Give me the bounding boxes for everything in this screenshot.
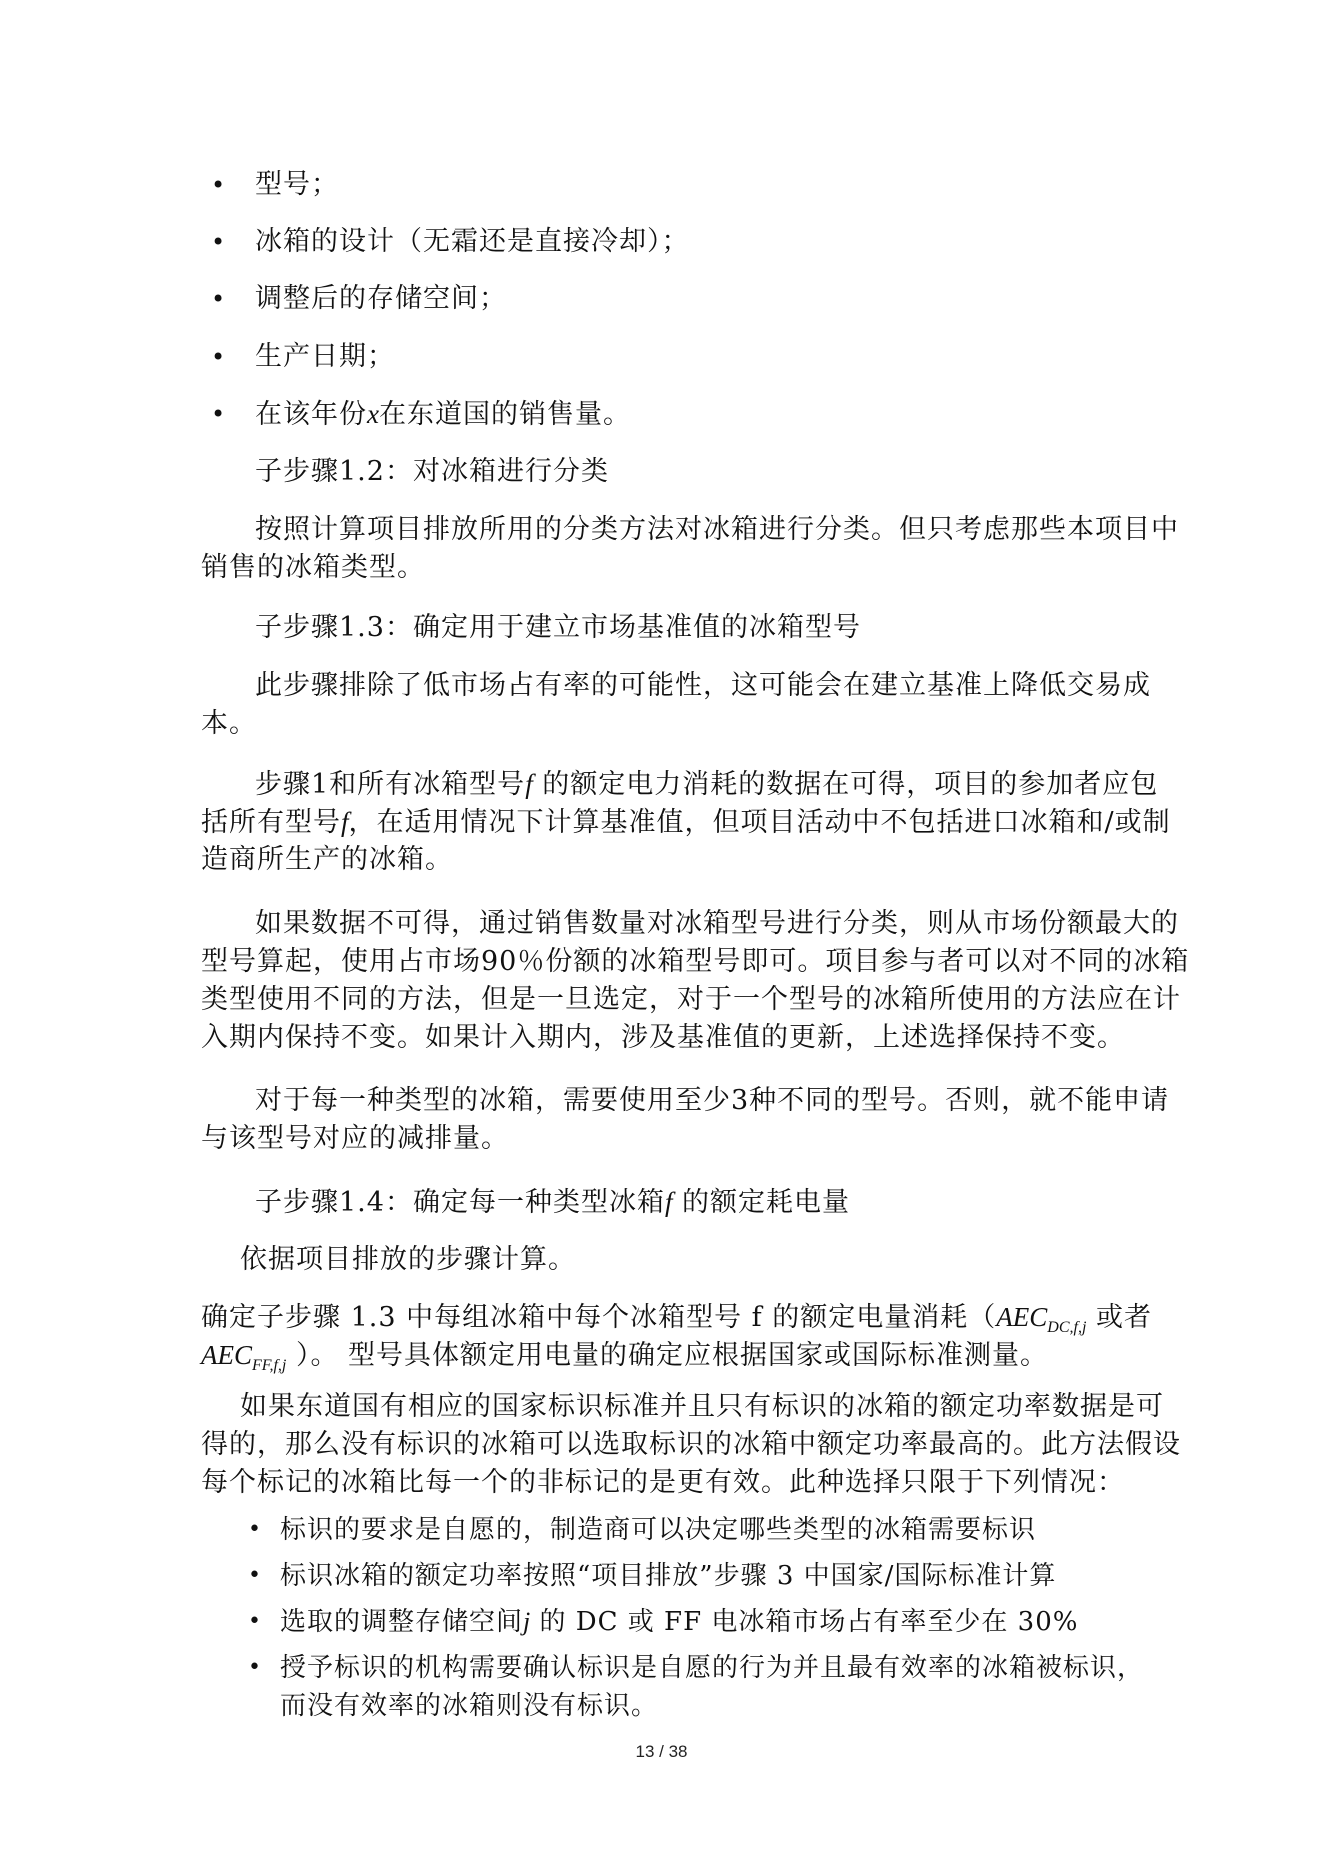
condition-item: • 授予标识的机构需要确认标识是自愿的行为并且最有效率的冰箱被标识， [280, 1649, 1144, 1687]
condition-item: • 标识冰箱的额定功率按照“项目排放”步骤 3 中国家/国际标准计算 [280, 1557, 1056, 1595]
paragraph-line: 如果东道国有相应的国家标识标准并且只有标识的冰箱的额定功率数据是可 [240, 1391, 1164, 1422]
condition-item: • 选取的调整存储空间j 的 DC 或 FF 电冰箱市场占有率至少在 30% [280, 1603, 1078, 1641]
paragraph-line: 括所有型号f，在适用情况下计算基准值，但项目活动中不包括进口冰箱和/或制 [201, 807, 1171, 838]
paragraph-line: 对于每一种类型的冰箱，需要使用至少3种不同的型号。否则，就不能申请 [255, 1085, 1170, 1116]
paragraph-line: 如果数据不可得，通过销售数量对冰箱型号进行分类，则从市场份额最大的 [255, 908, 1179, 939]
condition-item-continuation: 而没有效率的冰箱则没有标识。 [280, 1691, 659, 1721]
paragraph-line: $AEC_{FF,f,j}$ ）。 型号具体额定用电量的确定应根据国家或国际标准测量。 [201, 1340, 1049, 1374]
condition-item: • 标识的要求是自愿的，制造商可以决定哪些类型的冰箱需要标识 [280, 1511, 1036, 1549]
paragraph-line: 按照计算项目排放所用的分类方法对冰箱进行分类。但只考虑那些本项目中 [255, 514, 1179, 545]
paragraph-line: 与该型号对应的减排量。 [201, 1123, 509, 1154]
substep-heading: 子步骤1.3：确定用于建立市场基准值的冰箱型号 [255, 612, 861, 643]
paragraph-line: 步骤1和所有冰箱型号f 的额定电力消耗的数据在可得，项目的参加者应包 [255, 769, 1159, 800]
paragraph-line: 每个标记的冰箱比每一个的非标记的是更有效。此种选择只限于下列情况： [201, 1467, 1125, 1498]
bullet-item: • 调整后的存储空间； [255, 280, 507, 318]
paragraph-line: 造商所生产的冰箱。 [201, 844, 453, 875]
paragraph-line: 得的，那么没有标识的冰箱可以选取标识的冰箱中额定功率最高的。此方法假设 [201, 1429, 1181, 1460]
bullet-item: • 型号； [255, 166, 339, 204]
substep-heading: 子步骤1.4：确定每一种类型冰箱f 的额定耗电量 [255, 1187, 851, 1218]
paragraph-line: 销售的冰箱类型。 [201, 552, 425, 583]
page-number: 13 / 38 [635, 1742, 688, 1761]
paragraph-line: 依据项目排放的步骤计算。 [240, 1244, 576, 1275]
paragraph-line: 入期内保持不变。如果计入期内，涉及基准值的更新，上述选择保持不变。 [201, 1022, 1125, 1053]
bullet-item: • 在该年份x在东道国的销售量。 [255, 395, 631, 434]
bullet-item: • 冰箱的设计（无霜还是直接冷却）； [255, 223, 690, 261]
paragraph-line: 类型使用不同的方法，但是一旦选定，对于一个型号的冰箱所使用的方法应在计 [201, 984, 1181, 1015]
bullet-item: • 生产日期； [255, 338, 395, 376]
paragraph-line: 此步骤排除了低市场占有率的可能性，这可能会在建立基准上降低交易成 [255, 670, 1151, 701]
paragraph-line: 型号算起，使用占市场90％份额的冰箱型号即可。项目参与者可以对不同的冰箱 [201, 946, 1190, 977]
substep-heading: 子步骤1.2：对冰箱进行分类 [255, 456, 609, 487]
paragraph-line: 确定子步骤 1.3 中每组冰箱中每个冰箱型号 f 的额定电量消耗（$AEC_{DC,f,j}$ 或者 [201, 1302, 1152, 1336]
paragraph-line: 本。 [201, 708, 257, 739]
